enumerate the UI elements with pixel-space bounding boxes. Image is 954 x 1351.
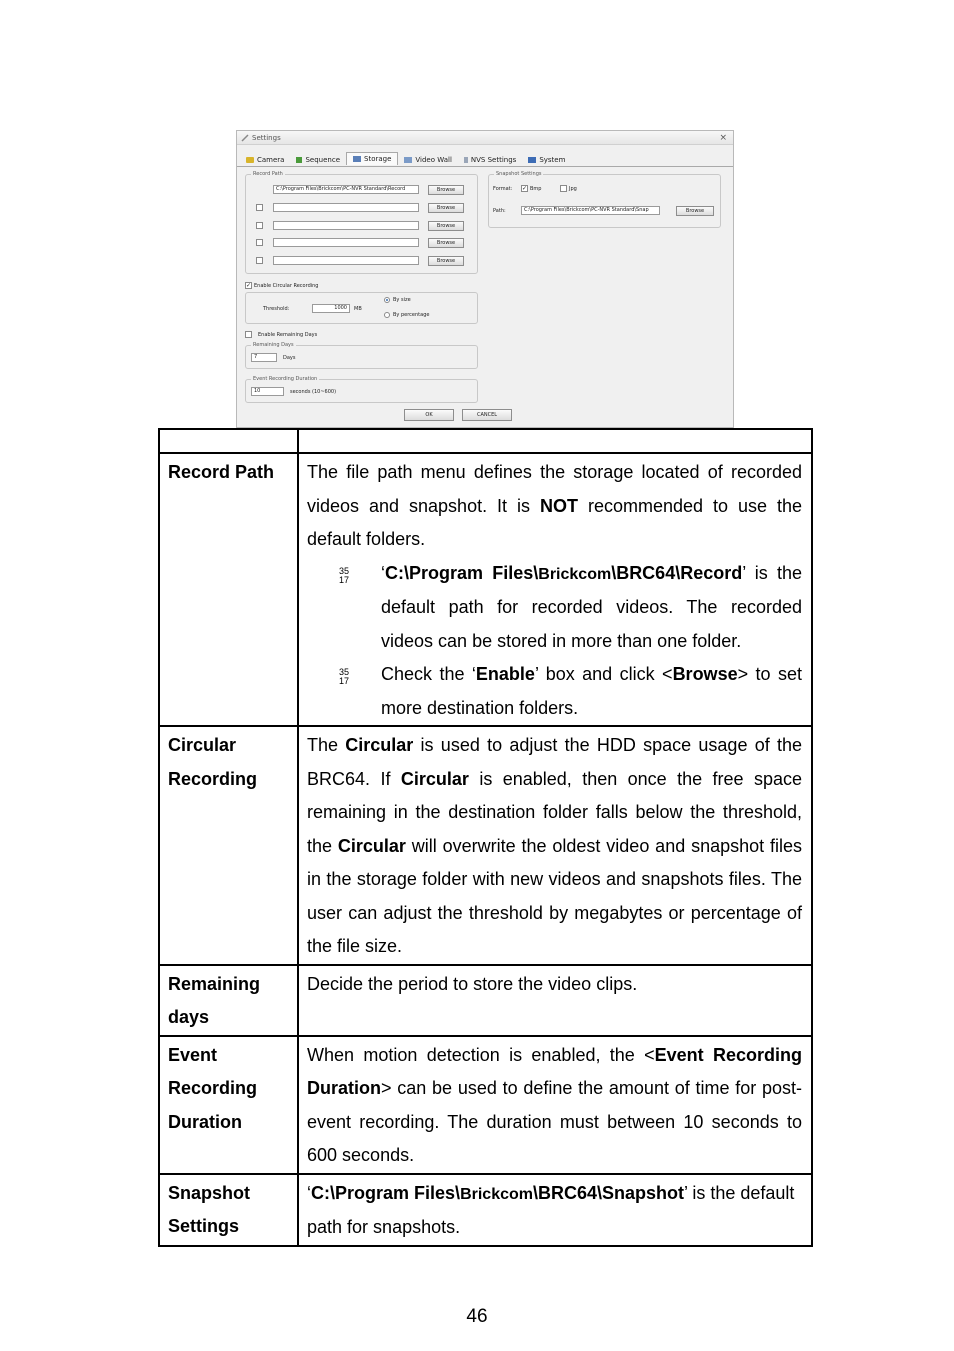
- row-label-circular-recording: Circular Recording: [159, 726, 298, 965]
- row-desc-snapshot-settings: ‘C:\Program Files\Brickcom\BRC64\Snapshot’ is the default path for snapshots.: [298, 1174, 812, 1246]
- format-label: Format:: [493, 186, 513, 192]
- storage-icon: [353, 156, 361, 162]
- format-jpg-checkbox[interactable]: [560, 185, 567, 192]
- row-desc-circular-recording: The Circular is used to adjust the HDD space usage of the BRC64. If Circular is enabled, then once the free space remaining in the destination folder falls below the threshold, the Circular will overwrite the oldest video and snapshot files in the storage folder with new videos and snapshots files. The user can adjust the threshold by megabytes or percentage of the file size.: [298, 726, 812, 965]
- table-row-circular-recording: [159, 726, 812, 965]
- tab-sequence[interactable]: Sequence: [290, 154, 346, 165]
- row-label-record-path: Record Path: [159, 453, 298, 726]
- settings-description-table: [158, 428, 813, 1247]
- tab-divider: [237, 166, 733, 167]
- record-path-checkbox-2[interactable]: [256, 204, 263, 211]
- event-duration-group: [245, 376, 478, 403]
- row-desc-remaining-days: Decide the period to store the video clips.: [298, 965, 812, 1036]
- event-duration-unit: seconds (10~600): [290, 389, 337, 395]
- row-label-remaining-days: Remaining days: [159, 965, 298, 1036]
- threshold-unit: MB: [354, 306, 362, 312]
- settings-dialog-screenshot: [236, 130, 734, 428]
- circular-group: [245, 292, 478, 324]
- sequence-icon: [296, 157, 302, 163]
- system-icon: [528, 157, 536, 163]
- enable-circular-checkbox[interactable]: ✓: [246, 282, 252, 289]
- bullet-item: 35 17 ‘C:\Program Files\Brickcom\BRC64\Record’ is the default path for recorded videos. The recorded videos can be stored in more than one folder.: [307, 557, 802, 659]
- remaining-days-input[interactable]: 7: [251, 353, 277, 362]
- ok-button[interactable]: OK: [404, 409, 454, 421]
- tab-system[interactable]: System: [522, 154, 571, 165]
- path-label: Path:: [493, 208, 506, 214]
- record-path-input-5[interactable]: [273, 256, 419, 265]
- tab-camera[interactable]: Camera: [240, 154, 290, 165]
- table-row-event-recording-duration: [159, 1036, 812, 1174]
- row-desc-event-recording-duration: When motion detection is enabled, the <Event Recording Duration> can be used to define the amount of time for post-event recording. The duration must between 10 seconds to 600 seconds.: [298, 1036, 812, 1174]
- tab-storage[interactable]: Storage: [346, 152, 398, 165]
- record-path-group-label: Record Path: [253, 171, 283, 177]
- format-bmp-checkbox[interactable]: ✓: [522, 185, 528, 192]
- browse-button-2[interactable]: Browse: [428, 203, 464, 213]
- camera-icon: [246, 157, 254, 163]
- enable-remaining-label: Enable Remaining Days: [258, 332, 318, 338]
- format-bmp-label: Bmp: [530, 186, 542, 192]
- snapshot-browse-button[interactable]: Browse: [676, 206, 714, 216]
- header-cell-1: [159, 429, 298, 453]
- wrench-icon: [241, 134, 249, 142]
- remaining-days-group-label: Remaining Days: [253, 342, 294, 348]
- browse-button-4[interactable]: Browse: [428, 238, 464, 248]
- record-path-input-1[interactable]: C:\Program Files\Brickcom\PC-NVR Standard\Record: [273, 185, 419, 194]
- header-cell-2: [298, 429, 812, 453]
- by-percentage-label: By percentage: [393, 312, 430, 318]
- enable-circular-label: Enable Circular Recording: [254, 283, 319, 289]
- video-wall-icon: [404, 157, 412, 163]
- row-label-event-recording-duration: Event Recording Duration: [159, 1036, 298, 1174]
- table-row-remaining-days: [159, 965, 812, 1036]
- record-path-input-3[interactable]: [273, 221, 419, 230]
- event-duration-input[interactable]: 10: [251, 387, 284, 396]
- event-duration-group-label: Event Recording Duration: [253, 376, 318, 382]
- format-jpg-label: Jpg: [569, 186, 577, 192]
- cancel-button[interactable]: CANCEL: [462, 409, 512, 421]
- record-path-input-4[interactable]: [273, 238, 419, 247]
- threshold-label: Threshold:: [263, 306, 290, 312]
- by-percentage-radio[interactable]: [384, 312, 390, 318]
- table-row-record-path: [159, 453, 812, 726]
- by-size-radio[interactable]: [384, 297, 390, 303]
- table-header-row: [159, 429, 812, 453]
- browse-button-5[interactable]: Browse: [428, 256, 464, 266]
- close-icon[interactable]: ×: [719, 133, 727, 143]
- snapshot-settings-group-label: Snapshot Settings: [496, 171, 542, 177]
- record-path-checkbox-4[interactable]: [256, 239, 263, 246]
- record-path-checkbox-5[interactable]: [256, 257, 263, 264]
- browse-button-3[interactable]: Browse: [428, 221, 464, 231]
- record-path-group: [245, 171, 478, 274]
- enable-remaining-checkbox[interactable]: [245, 331, 252, 338]
- nvs-icon: [464, 157, 468, 163]
- dialog-titlebar: [237, 131, 733, 145]
- threshold-input[interactable]: 1000: [312, 304, 350, 313]
- tab-video-wall[interactable]: Video Wall: [398, 154, 458, 165]
- tab-bar: [240, 153, 571, 165]
- remaining-days-group: [245, 342, 478, 369]
- bullet-marker-icon: 35 17: [339, 667, 350, 686]
- row-desc-record-path: The file path menu defines the storage located of recorded videos and snapshot. It is NOT recommended to use the default folders. 35 17 ‘C:\Program Files\Brickcom\BRC64\Record’ is the default path for recorded videos. The recorded videos can be stored in more than one folder. 35 17 Check the ‘Enable’ box and click <Browse> to set more destination folders.: [298, 453, 812, 726]
- record-path-input-2[interactable]: [273, 203, 419, 212]
- snapshot-path-input[interactable]: C:\Program Files\Brickcom\PC-NVR Standard\Snap: [521, 206, 660, 215]
- dialog-title: Settings: [252, 133, 281, 142]
- table-row-snapshot-settings: [159, 1174, 812, 1246]
- page-number: 46: [466, 1306, 488, 1327]
- bullet-marker-icon: 35 17: [339, 565, 350, 585]
- record-path-checkbox-3[interactable]: [256, 222, 263, 229]
- days-unit: Days: [283, 355, 296, 361]
- tab-nvs-settings[interactable]: NVS Settings: [458, 154, 522, 165]
- bullet-item: 35 17 Check the ‘Enable’ box and click <Browse> to set more destination folders.: [307, 658, 802, 725]
- row-label-snapshot-settings: Snapshot Settings: [159, 1174, 298, 1246]
- browse-button-1[interactable]: Browse: [428, 185, 464, 195]
- by-size-label: By size: [393, 297, 411, 303]
- snapshot-settings-group: [488, 171, 721, 228]
